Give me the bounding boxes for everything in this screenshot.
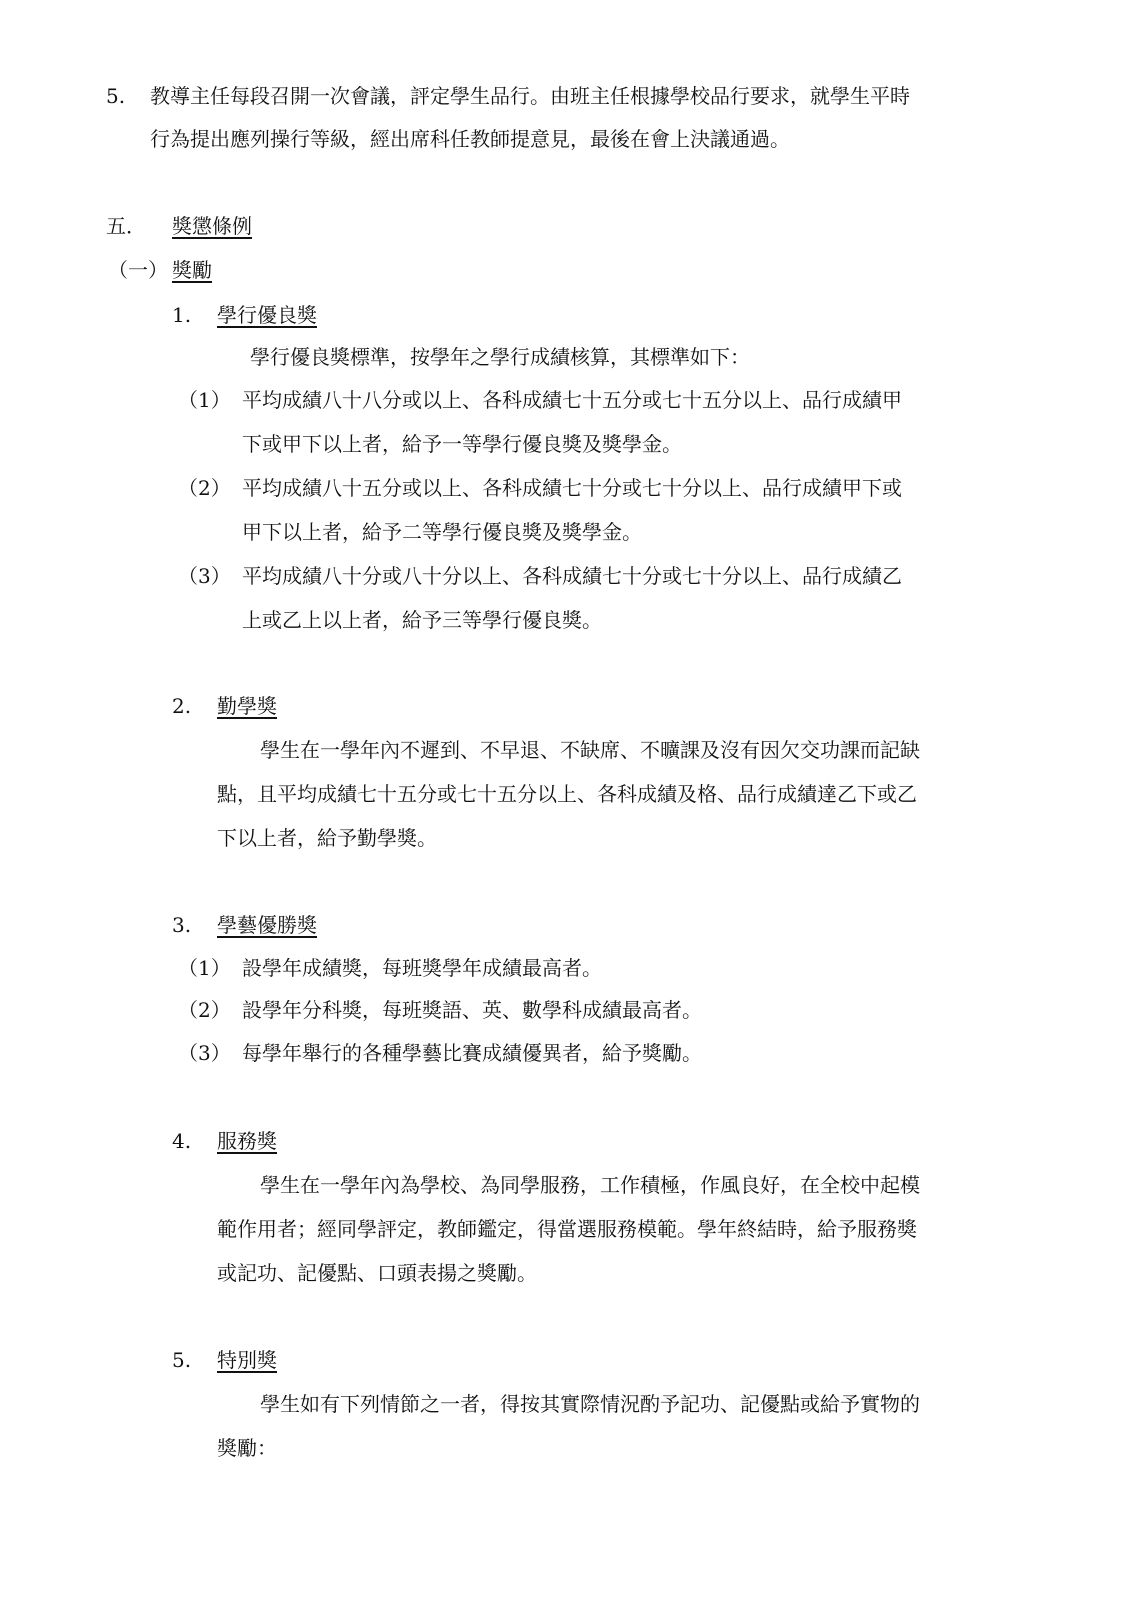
list-item-number: （3） — [178, 564, 231, 588]
list-item-line: 平均成績八十五分或以上、各科成績七十分或七十分以上、品行成績甲下或 — [242, 476, 902, 500]
list-item-line: 每學年舉行的各種學藝比賽成績優異者，給予獎勵。 — [242, 1041, 702, 1065]
paragraph-line: 學生在一學年內為學校、為同學服務，工作積極，作風良好，在全校中起模 — [260, 1173, 920, 1197]
section-number: 五． — [106, 214, 146, 238]
list-item-line: 平均成績八十分或八十分以上、各科成績七十分或七十分以上、品行成績乙 — [242, 564, 902, 588]
list-item-number: （2） — [178, 476, 231, 500]
paragraph-line: 範作用者；經同學評定，教師鑑定，得當選服務模範。學年終結時，給予服務獎 — [217, 1217, 917, 1241]
award-title: 勤學獎 — [217, 694, 277, 718]
list-item-number: （2） — [178, 998, 231, 1022]
list-item-line: 平均成績八十八分或以上、各科成績七十五分或七十五分以上、品行成績甲 — [242, 388, 902, 412]
list-item-line: 設學年分科獎，每班獎語、英、數學科成績最高者。 — [242, 998, 702, 1022]
award-number: 5. — [172, 1348, 192, 1372]
list-item-number: （1） — [178, 956, 231, 980]
subsection-title: 獎勵 — [172, 258, 212, 282]
paragraph-line: 教導主任每段召開一次會議，評定學生品行。由班主任根據學校品行要求，就學生平時 — [150, 84, 910, 108]
paragraph-line: 學生在一學年內不遲到、不早退、不缺席、不曠課及沒有因欠交功課而記缺 — [260, 738, 920, 762]
award-number: 4. — [172, 1129, 192, 1153]
paragraph-line: 學生如有下列情節之一者，得按其實際情況酌予記功、記優點或給予實物的 — [260, 1392, 920, 1416]
award-number: 1. — [172, 303, 192, 327]
award-number: 2. — [172, 694, 192, 718]
award-title: 服務獎 — [217, 1129, 277, 1153]
subsection-number: （一） — [108, 258, 168, 282]
award-title: 特別獎 — [217, 1348, 277, 1372]
list-item-number: （1） — [178, 388, 231, 412]
list-item-line: 下或甲下以上者，給予一等學行優良獎及獎學金。 — [242, 432, 682, 456]
list-item-line: 設學年成績獎，每班獎學年成績最高者。 — [242, 956, 602, 980]
paragraph-line: 點，且平均成績七十五分或七十五分以上、各科成績及格、品行成績達乙下或乙 — [217, 782, 917, 806]
paragraph-line: 下以上者，給予勤學獎。 — [217, 826, 437, 850]
list-item-line: 上或乙上以上者，給予三等學行優良獎。 — [242, 608, 602, 632]
list-item-number: （3） — [178, 1041, 231, 1065]
paragraph-line: 獎勵： — [217, 1436, 277, 1460]
section-title: 獎懲條例 — [172, 214, 252, 238]
paragraph-line: 或記功、記優點、口頭表揚之獎勵。 — [217, 1261, 537, 1285]
list-item-line: 甲下以上者，給予二等學行優良獎及獎學金。 — [242, 520, 642, 544]
paragraph-line: 學行優良獎標準，按學年之學行成績核算，其標準如下： — [250, 345, 750, 369]
paragraph-line: 行為提出應列操行等級，經出席科任教師提意見，最後在會上決議通過。 — [150, 127, 790, 151]
award-title: 學行優良獎 — [217, 303, 317, 327]
award-number: 3. — [172, 913, 192, 937]
award-title: 學藝優勝獎 — [217, 913, 317, 937]
item-number: 5. — [106, 84, 126, 108]
